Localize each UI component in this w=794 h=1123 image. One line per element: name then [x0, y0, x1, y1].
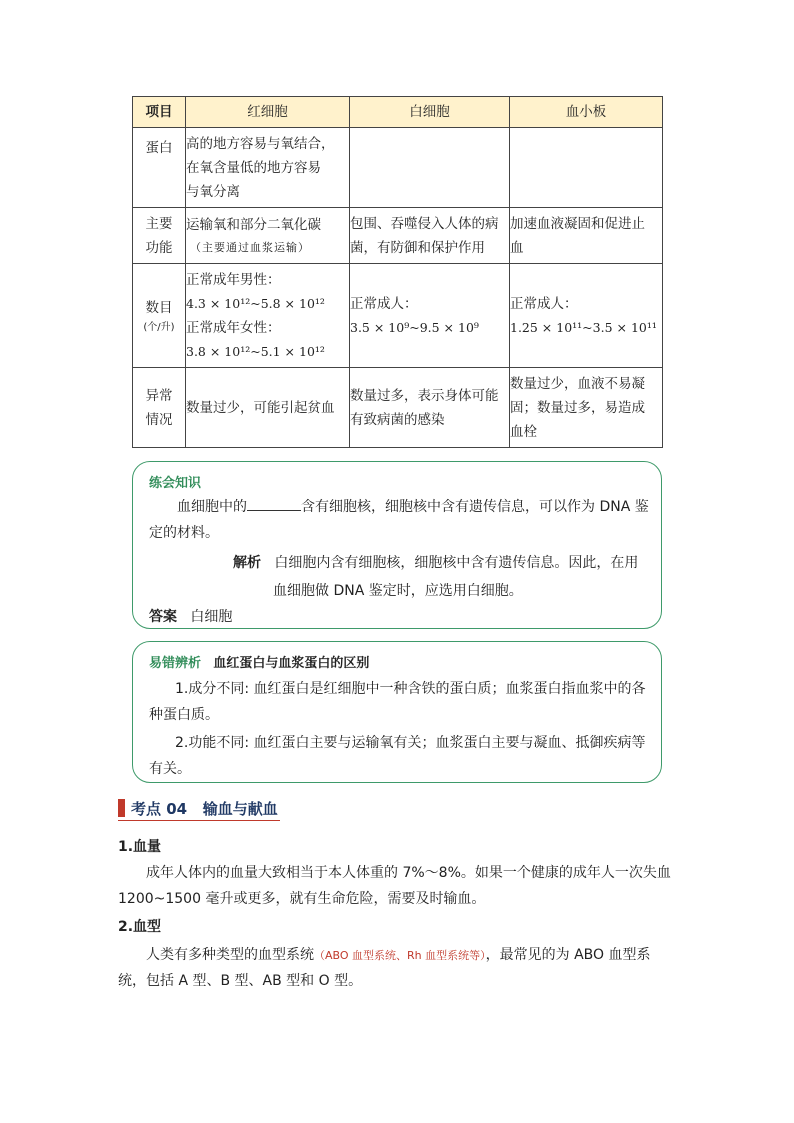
cell-line: 血: [510, 239, 524, 256]
confusion-p1-line2: 种蛋白质。: [149, 707, 219, 723]
header-platelet: 血小板: [510, 97, 663, 128]
platelet-count-value: 1.25 × 10¹¹~3.5 × 10¹¹: [510, 319, 657, 335]
analysis-line2: 血细胞做 DNA 鉴定时，应选用白细胞。: [273, 583, 523, 599]
blood-cell-comparison-table: [132, 96, 663, 448]
row-label-line: 异常: [145, 387, 173, 404]
row-label-line: 主要: [145, 215, 173, 232]
cell-wbc-count: [350, 264, 510, 368]
cell-wbc-protein: [350, 128, 510, 208]
cell-platelet-abnormal: [510, 368, 663, 448]
analysis-label: 解析: [233, 555, 261, 571]
answer-line: [149, 606, 232, 626]
cell-line: 有致病菌的感染: [350, 411, 445, 428]
section-title: [118, 798, 278, 819]
confusion-p2-line1: 2.功能不同: 血红蛋白主要与运输氧有关；血浆蛋白主要与凝血、抵御疾病等: [175, 735, 646, 751]
question-text-after: 含有细胞核，细胞核中含有遗传信息，可以作为 DNA 鉴: [301, 499, 649, 515]
question-text-before: 血细胞中的: [177, 499, 247, 515]
subsection-blood-volume: 1.血量: [118, 839, 162, 855]
answer-text: 白细胞: [190, 609, 233, 625]
practice-heading: 练会知识: [149, 476, 202, 491]
cell-line: 运输氧和部分二氧化碳: [186, 216, 321, 233]
analysis-line1: [233, 552, 638, 572]
header-wbc: 白细胞: [350, 97, 510, 128]
row-label-line: 功能: [145, 239, 173, 256]
confusion-heading-line: [149, 652, 369, 671]
row-label-count: [133, 264, 186, 368]
blood-type-text-after: ，最常见的为 ABO 血型系: [485, 947, 651, 963]
confusion-p1-line1: 1.成分不同: 血红蛋白是红细胞中一种含铁的蛋白质；血浆蛋白指血浆中的各: [175, 681, 646, 697]
cell-line: 血栓: [510, 423, 537, 440]
blood-volume-line1: 成年人体内的血量大致相当于本人体重的 7%～8%。如果一个健康的成年人一次失血: [146, 865, 671, 881]
table-row-protein: [133, 128, 663, 208]
table-row-count: [133, 264, 663, 368]
blood-volume-line2: 1200~1500 毫升或更多，就有生命危险，需要及时输血。: [118, 891, 486, 907]
confusion-title: 血红蛋白与血浆蛋白的区别: [213, 656, 370, 671]
blood-type-line1: [146, 944, 651, 964]
header-item: 项目: [133, 97, 186, 128]
cell-line: 固；数量过多，易造成: [510, 399, 645, 416]
practice-question-line2: 定的材料。: [149, 525, 219, 541]
cell-line: 数量过多，表示身体可能: [350, 387, 499, 404]
cell-line: 菌，有防御和保护作用: [350, 239, 485, 256]
analysis-text: 白细胞内含有细胞核，细胞核中含有遗传信息。因此，在用: [274, 555, 639, 571]
cell-wbc-abnormal: [350, 368, 510, 448]
confusion-heading: 易错辨析: [149, 656, 202, 671]
rbc-male-value: 4.3 × 10¹²~5.8 × 10¹²: [186, 295, 325, 311]
blood-type-text: 人类有多种类型的血型系统: [146, 947, 314, 963]
row-label-line: 情况: [145, 411, 173, 428]
answer-blank: [247, 496, 301, 511]
practice-box: [132, 461, 662, 629]
cell-line: 包围、吞噬侵入人体的病: [350, 215, 499, 232]
cell-line: 与氧分离: [186, 183, 240, 200]
cell-rbc-count: [186, 264, 350, 368]
platelet-count-label: 正常成人：: [510, 295, 578, 312]
rbc-female-value: 3.8 × 10¹²~5.1 × 10¹²: [186, 343, 325, 359]
blood-type-line2: 统，包括 A 型、B 型、AB 型和 O 型。: [118, 973, 363, 989]
blood-type-note: （ABO 血型系统、Rh 血型系统等）: [314, 949, 486, 962]
section-title-text: 输血与献血: [202, 800, 278, 818]
subsection-blood-type: 2.血型: [118, 919, 162, 935]
row-label-function: [133, 208, 186, 264]
section-underline: [118, 820, 280, 821]
confusion-p2-line2: 有关。: [149, 761, 191, 777]
section-marker-icon: [118, 799, 125, 817]
wbc-count-label: 正常成人：: [350, 295, 418, 312]
cell-platelet-function: [510, 208, 663, 264]
cell-line: 加速血液凝固和促进止: [510, 215, 645, 232]
cell-wbc-function: [350, 208, 510, 264]
rbc-female-label: 正常成年女性：: [186, 319, 281, 336]
table-header-row: [133, 97, 663, 128]
cell-rbc-function: [186, 208, 350, 264]
table-row-function: [133, 208, 663, 264]
row-label-abnormal: [133, 368, 186, 448]
cell-line: 数量过少，血液不易凝: [510, 375, 645, 392]
cell-rbc-abnormal: 数量过少，可能引起贫血: [186, 368, 350, 448]
table-row-abnormal: [133, 368, 663, 448]
rbc-male-label: 正常成年男性：: [186, 271, 281, 288]
answer-label: 答案: [149, 609, 177, 625]
count-unit: (个/升): [143, 321, 175, 333]
cell-rbc-protein: [186, 128, 350, 208]
cell-line: 在氧含量低的地方容易: [186, 159, 321, 176]
practice-question-line1: [177, 496, 649, 516]
header-rbc: 红细胞: [186, 97, 350, 128]
wbc-count-value: 3.5 × 10⁹~9.5 × 10⁹: [350, 319, 479, 335]
row-label-protein: 蛋白: [133, 128, 186, 208]
confusion-box: [132, 641, 662, 783]
rbc-function-note: （主要通过血浆运输）: [190, 240, 310, 254]
cell-platelet-count: [510, 264, 663, 368]
row-label-line: 数目: [145, 299, 173, 316]
section-number: 考点 04: [131, 800, 188, 818]
cell-line: 高的地方容易与氧结合，: [186, 135, 335, 152]
cell-platelet-protein: [510, 128, 663, 208]
